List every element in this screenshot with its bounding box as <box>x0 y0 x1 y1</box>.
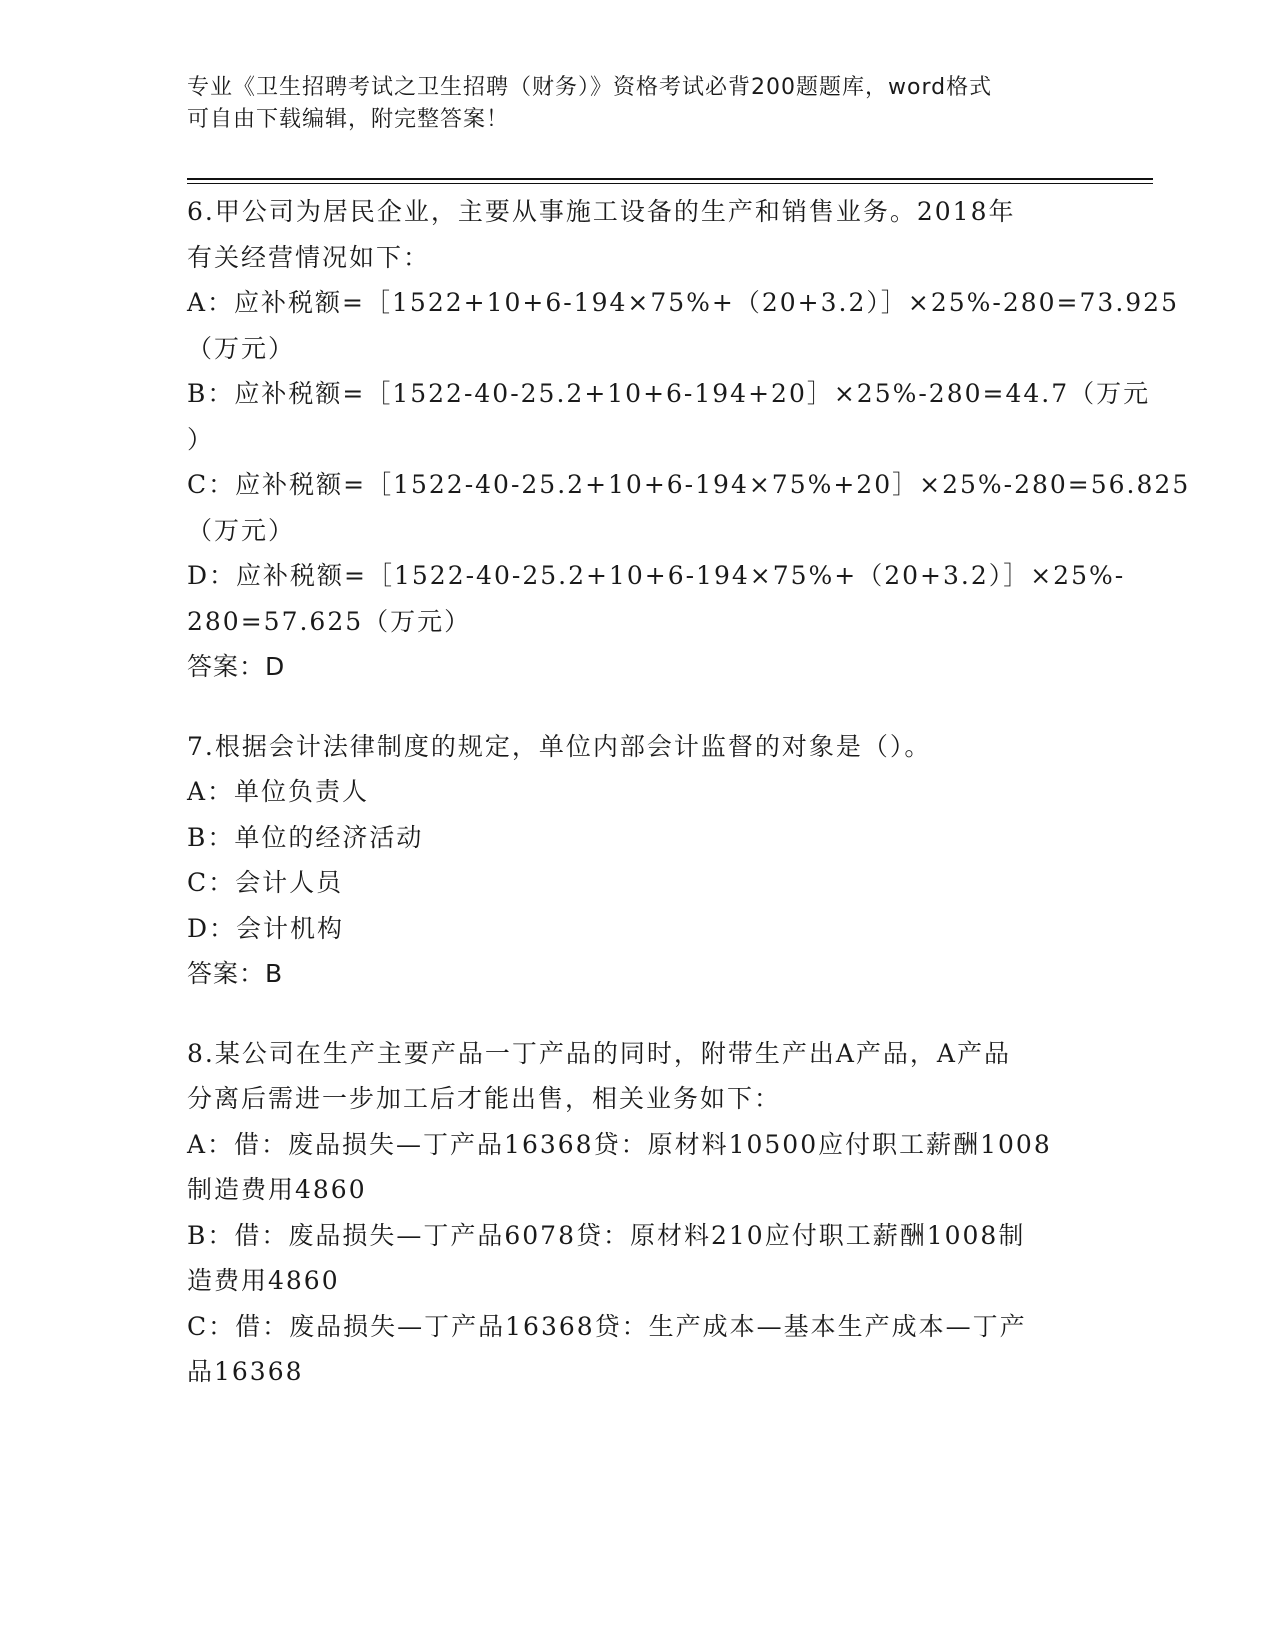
header-line-1: 专业《卫生招聘考试之卫生招聘（财务）》资格考试必背200题题库，word格式 <box>187 75 993 100</box>
option-a: A：应补税额=［1522+10+6-194×75%+（20+3.2）］×25%-280=73.925 <box>187 288 1179 317</box>
option-c: C：会计人员 <box>187 868 344 897</box>
option-c-continued: 品16368 <box>187 1357 304 1386</box>
answer-label: 答案：B <box>187 959 284 988</box>
option-a: A：借：废品损失—丁产品16368贷：原材料10500应付职工薪酬1008 <box>187 1129 1052 1159</box>
question-text-line: 8.某公司在生产主要产品一丁产品的同时，附带生产出A产品，A产品 <box>187 1038 1011 1068</box>
option-a: A：单位负责人 <box>187 777 370 806</box>
question-7 <box>187 724 1087 997</box>
option-d: D：应补税额=［1522-40-25.2+10+6-194×75%+（20+3.2）］×25%- <box>187 561 1126 590</box>
option-a-continued: （万元） <box>187 333 296 363</box>
option-b: B：单位的经济活动 <box>187 822 424 852</box>
header-divider-thin <box>187 183 1153 184</box>
option-b-continued: 造费用4860 <box>187 1266 340 1295</box>
document-header <box>187 72 1087 136</box>
question-text-line: 分离后需进一步加工后才能出售，相关业务如下： <box>187 1084 782 1113</box>
option-c: C：应补税额=［1522-40-25.2+10+6-194×75%+20］×25%-280=56.825 <box>187 470 1191 499</box>
question-text-line: 7.根据会计法律制度的规定，单位内部会计监督的对象是（）。 <box>187 731 932 761</box>
answer-label: 答案：D <box>187 652 286 681</box>
option-c: C：借：废品损失—丁产品16368贷：生产成本—基本生产成本—丁产 <box>187 1311 1027 1341</box>
question-text-line: 有关经营情况如下： <box>187 242 431 272</box>
question-list <box>187 189 1191 1429</box>
option-b-continued: ） <box>187 424 215 454</box>
question-text-line: 6.甲公司为居民企业，主要从事施工设备的生产和销售业务。2018年 <box>187 197 1016 226</box>
option-a-continued: 制造费用4860 <box>187 1175 367 1204</box>
option-d: D：会计机构 <box>187 913 345 943</box>
option-b: B：借：废品损失—丁产品6078贷：原材料210应付职工薪酬1008制 <box>187 1220 1026 1250</box>
option-c-continued: （万元） <box>187 515 296 545</box>
option-d-continued: 280=57.625（万元） <box>187 606 472 636</box>
header-line-2: 可自由下载编辑，附完整答案！ <box>187 107 510 132</box>
header-divider-thick <box>187 178 1153 180</box>
option-b: B：应补税额=［1522-40-25.2+10+6-194+20］×25%-280=44.7（万元 <box>187 379 1151 408</box>
question-8 <box>187 1031 1087 1395</box>
question-6 <box>187 189 1191 690</box>
